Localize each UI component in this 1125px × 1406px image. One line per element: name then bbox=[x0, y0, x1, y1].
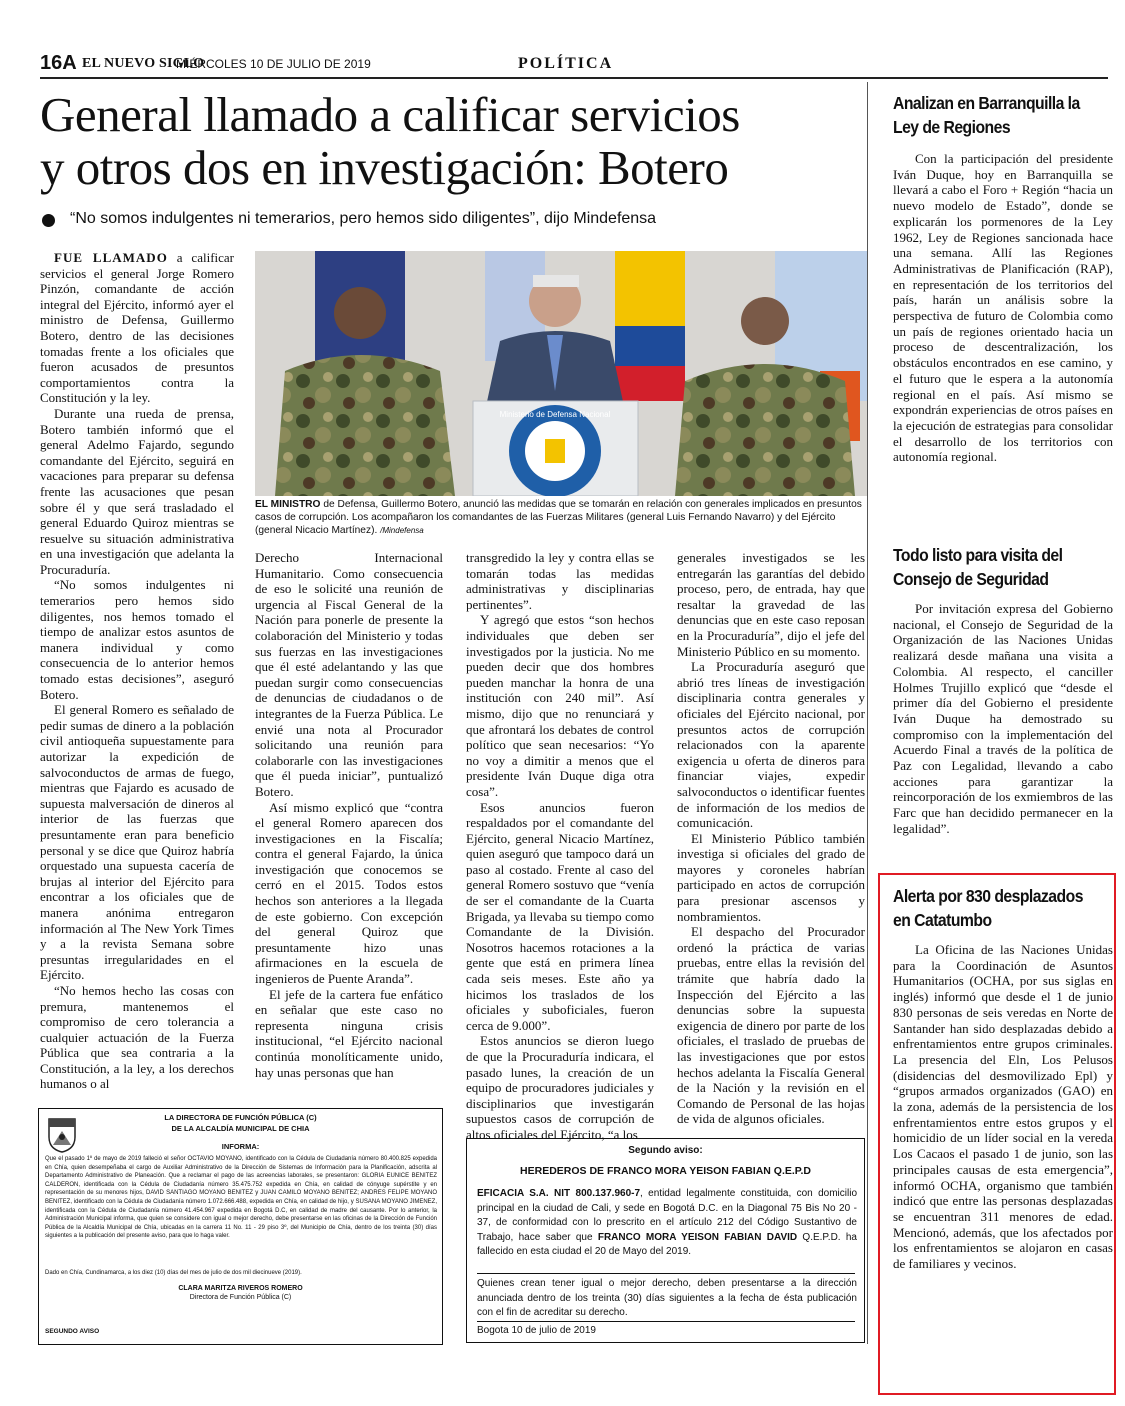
notice2-deceased: FRANCO MORA YEISON FABIAN DAVID bbox=[597, 1231, 798, 1243]
photo-caption bbox=[255, 498, 865, 537]
notice2-divider bbox=[477, 1321, 855, 1322]
deck: “No somos indulgentes ni temerarios, pero hemos sido diligentes”, dijo Mindefensa bbox=[70, 210, 657, 227]
photo-credit: /Mindefensa bbox=[380, 526, 424, 535]
paragraph: El general Romero es señalado de pedir sumas de dinero a la población civil antioqueña supuestamente para autorizar la expedición de salvoconductos de armas de fuego, mientras que Fajardo es acusado de supuesta malversación de dineros al interior de las fuerzas que presuntamente eran para beneficio personal y se dice que Quiroz habría orquestado una supuesta cacería de brujas al interior del Ejército para encontrar a los oficiales que de manera anónima entregaron información al The New York Times y a la revista Semana sobre presuntas irregularidades en el Ejército. bbox=[40, 702, 234, 983]
minister-press-conference-image bbox=[255, 251, 867, 496]
sidebar-title-2: Todo listo para visita del Consejo de Seguridad bbox=[893, 545, 1063, 589]
notice-informa: INFORMA: bbox=[221, 1142, 260, 1151]
caption-lead: EL MINISTRO bbox=[255, 499, 321, 510]
paragraph: La Procuraduría aseguró que abrió tres líneas de investigación disciplinaria contra generales y oficiales del Ejército nacional, por presuntos actos de corrupción relacionados con la aparente exigencia u oferta de dineros para financiar viajes, expedir salvoconductos o identificar fuentes de información de los medios de comunicación. bbox=[677, 659, 865, 831]
headline bbox=[40, 88, 865, 194]
notice2-heading: HEREDEROS DE FRANCO MORA YEISON FABIAN Q.E.P.D bbox=[520, 1165, 811, 1177]
paragraph: Durante una rueda de prensa, Botero también informó que el general Adelmo Fajardo, segundo comandante del Ejército, seguirá en vacaciones para preparar su defensa frente las acusaciones que pesan sobre él y que será trasladado el general Eduardo Quiroz mientras se resuelve su situación administrativa en una investigación que adelanta la Procuraduría. bbox=[40, 405, 234, 577]
paragraph: Estos anuncios se dieron luego de que la Procuraduría indicara, el pasado lunes, la creación de un equipo de procuradores judiciales y disciplinarios que investigarán supuestos casos de corrupción de altos oficiales del Ejército, “a los bbox=[466, 1033, 654, 1142]
paragraph: “No hemos hecho las cosas con premura, mantenemos el compromiso de cero tolerancia a cualquier actuación de la Fuerza Pública que sea contraria a la Constitución, a la ley, a los derechos humanos o al bbox=[40, 982, 234, 1092]
paragraph: Y agregó que estos “son hechos individuales que deben ser investigados por la justicia. No me pueden decir que dos hombres pueden manchar la honra de una institución con 240 mil”. Así mismo, dijo que no renunciará y que afrontará los debates de control político que sean necesarios: “Yo no voy a dimitir a menos que el presidente Iván Duque diga otra cosa”. bbox=[466, 612, 654, 799]
notice-title-1: LA DIRECTORA DE FUNCIÓN PÚBLICA (C) bbox=[164, 1113, 317, 1122]
header-rule bbox=[40, 77, 1108, 79]
paragraph: El despacho del Procurador ordenó la práctica de varias pruebas, entre ellas la revisión del trámite que habría dado la Inspección del Ejército a las denuncias sobre la supuesta exigencia de dinero por parte de los oficiales, el traslado de pruebas de las investigaciones que por estos hechos adelanta la Fiscalía General de la Nación y la revisión en el Comando de Personal de las hojas de vida de algunos oficiales. bbox=[677, 924, 865, 1127]
paragraph: La Oficina de las Naciones Unidas para la Coordinación de Asuntos Humanitarios (OCHA, por sus siglas en inglés) informó que desde el 1 de junio 830 personas de seis veredas en Norte de Santander han sido desplazadas debido a enfrentamientos entre grupos criminales. La presencia del Eln, Los Pelusos (disidencias del desmovilizado Epl) y “grupos armados organizados (GAO) en la zona, además de la persistencia de los enfrentamientos entre estos grupos y el homicidio de un líder social en la vereda Los Cacaos el pasado 1 de junio, son las principales causas de esta emergencia”, informó OCHA, organismo que también indicó que entre las personas desplazadas se encuentran 311 menores de edad. Mencionó, además, que los afectados por los enfrentamientos se alojaron en casas de familiares y vecinos. bbox=[893, 942, 1113, 1272]
notice2-body-2: Quienes crean tener igual o mejor derecho, deben presentarse a la dirección anunciada dentro de los treinta (30) días siguientes a la fecha de ésta publicación con el fin de acreditar su derecho. bbox=[477, 1278, 857, 1319]
notice-body: Que el pasado 1º de mayo de 2019 falleció el señor OCTAVIO MOYANO, identificado con la Cédula de Ciudadanía número 80.400.825 expedida en Chía, quien desempeñaba el cargo de Auxiliar Administrativo de la Dirección de Sistemas de Información para la Planificación, adscrita al Departamento Administrativo de Planeación. Que a reclamar el pago de las acreencias laborales, se presentaron: GLORIA EUNICE BENITEZ CALDERON, identificada con la Cédula de Ciudadanía número 35.475.752 expedida en Chía, en calidad de cónyuge supérstite y en representación de su menores hijos, DAVID SANTIAGO MOYANO BENITEZ y JUAN CAMILO MOYANO BENITEZ; ANDRES FELIPE MOYANO BENITEZ, identificado con la Cédula de Ciudadanía número 1.072.666.488, expedida en Chía, en calidad de hijo, y SUSANA MOYANO JIMENEZ, identificada con la Cédula de Ciudadanía número 41.454.967 expedida en Bogotá D.C, en calidad de madre del causante. Por lo anterior, la Administración Municipal informa, que quien se considere con igual o mejor derecho, debe presentarse en las oficinas de la Dirección de Función Pública de la Alcaldía Municipal de Chía, ubicadas en la carrera 11 No. 11 - 29 piso 3º, del Municipio de Chía, dentro de los treinta (30) días siguientes a la publicación del presente aviso, para que lo haga valer. bbox=[45, 1156, 437, 1240]
podium-text: Ministerio de Defensa Nacional bbox=[499, 410, 611, 419]
notice2-divider bbox=[477, 1273, 855, 1274]
paragraph: transgredido la ley y contra ellas se tomarán todas las medidas administrativas y disciplinarias pertinentes”. bbox=[466, 550, 654, 612]
legal-notice-eficacia bbox=[466, 1138, 865, 1343]
page-folio: 16A bbox=[40, 52, 77, 74]
section-name: POLÍTICA bbox=[518, 55, 614, 72]
article-column-2 bbox=[255, 550, 443, 1080]
paragraph: Derecho Internacional Humanitario. Como consecuencia de eso le solicité una reunión de urgencia al Fiscal General de la Nación para ponerle de presente la colaboración del Ministerio y todas sus fuerzas en las investigaciones que él esté adelantando y las que puedan surgir como consecuencias de denuncias de ciudadanos o de integrantes de la Fuerza Pública. Le envié una nota al Procurador solicitando una reunión para colaborarle con las investigaciones que él pueda iniciar”, puntualizó Botero. bbox=[255, 550, 443, 799]
notice2-date: Bogota 10 de julio de 2019 bbox=[477, 1325, 596, 1336]
sidebar-body-2 bbox=[893, 601, 1113, 837]
notice-footer: SEGUNDO AVISO bbox=[45, 1328, 100, 1335]
paragraph: generales investigados se les entregarán las garantías del debido proceso, pero, de entrada, hay que resaltar la gravedad de las denuncias que en este caso reposan en la Procuraduría”, dijo el jefe del Ministerio Público en su momento. bbox=[677, 550, 865, 659]
column-divider bbox=[867, 82, 868, 1344]
issue-date: MIÉRCOLES 10 DE JULIO DE 2019 bbox=[176, 57, 371, 71]
paragraph: Así mismo explicó que “contra el general Romero aparecen dos investigaciones en la Fiscalía; contra el general Fajardo, la única investigación que conocemos se cerró en el 2015. Todos estos hechos son anteriores a la llegada de este gobierno. Con excepción del general Quiroz que presuntamente hizo unas afirmaciones en la escuela de ingenieros de Puente Aranda”. bbox=[255, 799, 443, 987]
headline-line-1: General llamado a calificar servicios bbox=[40, 87, 740, 142]
notice2-text: , entidad legalmente constituida, con domicilio principal en la ciudad de Cali, y sede en Bogotá D.C. en la Diagonal 75 Bis No 20 - 37, de conformidad con lo prescrito en el artículo 212 del Código Sustantivo de Trabajo, hace saber que bbox=[477, 1188, 857, 1243]
notice2-text-end: Q.E.P.D. ha fallecido en esta ciudad el 20 de Mayo del 2019. bbox=[477, 1231, 857, 1258]
paragraph: El jefe de la cartera fue enfático en señalar que este caso no representa ninguna crisis institucional, “el Ejército nacional continúa monolíticamente unido, hay unas personas que han bbox=[255, 986, 443, 1080]
paragraph: “No somos indulgentes ni temerarios pero hemos sido diligentes, nos hemos tomado el tiempo de analizar estos asuntos de manera individual y como consecuencia de lo anterior hemos tomado estas decisiones”, aseguró Botero. bbox=[40, 577, 234, 702]
notice2-title: Segundo aviso: bbox=[628, 1145, 703, 1156]
paragraph: a calificar servicios el general Jorge Romero Pinzón, comandante de acción integral del Ejército, informó ayer el ministro de Defensa, Guillermo Botero, dentro de las decisiones tomadas frente a los oficiales que fueron acusados de presuntos comportamientos contra la Constitución y la ley. bbox=[40, 250, 234, 406]
paragraph: Esos anuncios fueron respaldados por el comandante del Ejército, general Nicacio Martínez, quien aseguró que tampoco dará un paso al costado. Frente al caso del general Romero sostuvo que “venía de ser el comandante de la Cuarta Brigada, ya llevaba su tiempo como Comandante de la División. Nosotros hacemos rotaciones a la gente que está en primera línea cada seis meses. Este año ya hicimos los traslados de los oficiales y suboficiales, fueron cerca de 9.000”. bbox=[466, 799, 654, 1033]
notice2-body bbox=[477, 1187, 857, 1260]
notice-signer: CLARA MARITZA RIVEROS ROMERO bbox=[178, 1285, 303, 1292]
sidebar-body-3 bbox=[893, 942, 1113, 1272]
notice-signer-role: Directora de Función Pública (C) bbox=[189, 1294, 292, 1301]
article-column-3 bbox=[466, 550, 654, 1143]
article-column-1 bbox=[40, 250, 234, 1092]
article-photo bbox=[255, 251, 867, 496]
paragraph: El Ministerio Público también investiga si oficiales del grado de mayores y coroneles habrían participado en actos de corrupción para presionar ascensos y nombramientos. bbox=[677, 830, 865, 924]
newspaper-name: EL NUEVO SIGLO bbox=[82, 56, 205, 71]
notice2-company: EFICACIA S.A. NIT 800.137.960-7 bbox=[477, 1188, 641, 1199]
sidebar-title-1: Analizan en Barranquilla la Ley de Regiones bbox=[893, 93, 1080, 137]
paragraph: Por invitación expresa del Gobierno nacional, el Consejo de Seguridad de la Organización de las Naciones Unidas realizará desde mañana una visita a Colombia. Al respecto, el canciller Holmes Trujillo explicó que “desde el primer día del Gobierno el presidente Iván Duque ha demostrado su compromiso con la implementación del Acuerdo Final a través de la política de Paz con Legalidad, llevando a cabo acciones para garantizar la reincorporación de los exmiembros de las Farc que han decidido permanecer en la legalidad”. bbox=[893, 601, 1113, 836]
deck-bullet-icon bbox=[42, 214, 55, 227]
legal-notice-chia bbox=[38, 1108, 443, 1345]
headline-line-2: y otros dos en investigación: Botero bbox=[40, 140, 729, 195]
sidebar-title-3: Alerta por 830 desplazados en Catatumbo bbox=[893, 886, 1083, 930]
notice-title-2: DE LA ALCALDÍA MUNICIPAL DE CHIA bbox=[171, 1124, 310, 1133]
caption-text: de Defensa, Guillermo Botero, anunció las medidas que se tomarán en relación con generales implicados en presuntos casos de corrupción. Los acompañaron los comandantes de las Fuerzas Militares (general Luis Fernando Navarro) y del Ejército (general Nicacio Martínez). bbox=[255, 499, 862, 536]
sidebar-body-1 bbox=[893, 151, 1113, 465]
paragraph: Con la participación del presidente Iván Duque, hoy en Barranquilla se llevará a cabo el Foro + Región “hacia un nuevo modelo de Estado”, donde se explicarán los pormenores de la Ley 1962, Ley de Regiones sancionada hace una semana. Allí las Regiones Administrativas de Planificación (RAP), en representación de los territorios del país, harán un análisis sobre la perspectiva de futuro de Colombia como un país de regiones orientado hacia un proceso de descentralización, los obstáculos encontrados en ese camino, y el futuro que le espera a la autonomía regional en el país. Así mismo se expondrán experiencias de otros países en la ejecución de estrategias para consolidar el desarrollo de los territorios con autonomía regional. bbox=[893, 151, 1113, 465]
lead-caps: FUE LLAMADO bbox=[54, 250, 168, 265]
notice-dated: Dado en Chía, Cundinamarca, a los diez (10) días del mes de julio de dos mil diecinueve (2019). bbox=[45, 1270, 302, 1276]
article-column-4 bbox=[677, 550, 865, 1127]
